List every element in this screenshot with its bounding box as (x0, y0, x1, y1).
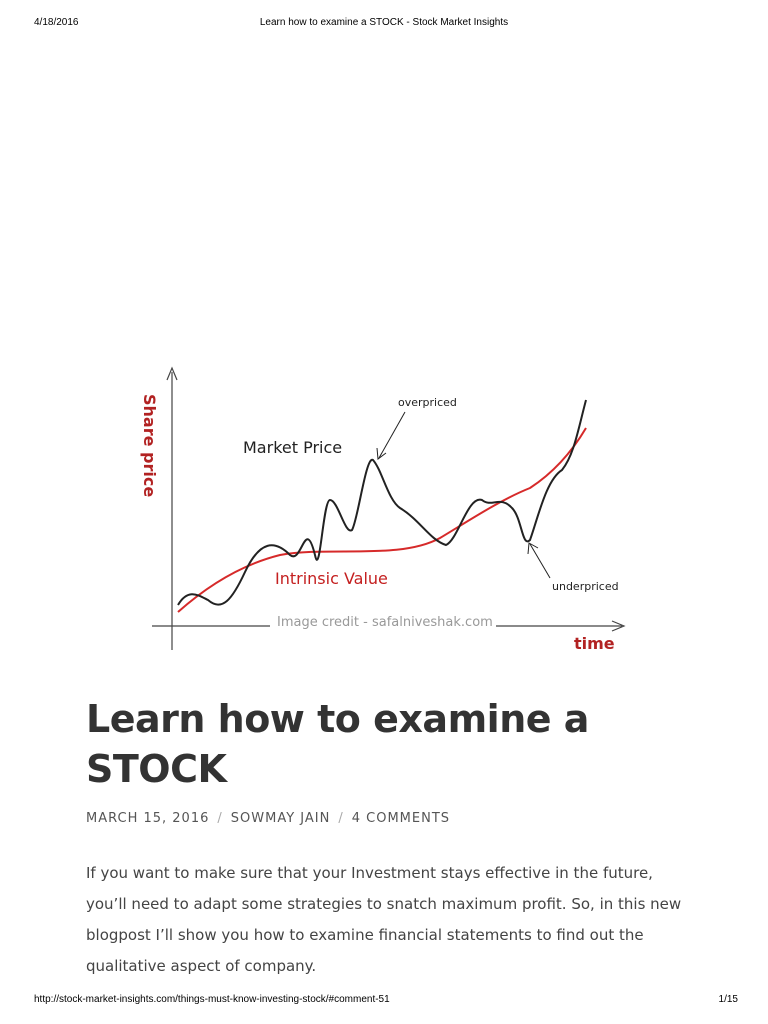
image-credit: Image credit - safalniveshak.com (277, 615, 493, 630)
featured-image (130, 360, 630, 660)
underpriced-label: underpriced (552, 580, 619, 593)
print-header (0, 17, 768, 33)
market-price-label: Market Price (243, 438, 343, 457)
post-title: Learn how to examine a STOCK (86, 697, 589, 791)
post-date-link[interactable]: MARCH 15, 2016 (86, 811, 210, 826)
post-author-link[interactable]: SOWMAY JAIN (230, 811, 331, 826)
print-url: http://stock-market-insights.com/things-must-know-investing-stock/#comment-51 (34, 994, 390, 1005)
overpriced-arrow (379, 412, 405, 458)
overpriced-label: overpriced (398, 396, 457, 409)
post-body: If you want to make sure that your Investment stays effective in the future, you’ll need to adapt some strategies to snatch maximum profit. So, in this new blogpost I’ll show you how to examine financial statements to find out the qualitative aspect of company. (86, 864, 682, 975)
stock-price-diagram (130, 360, 630, 660)
intrinsic-value-label: Intrinsic Value (275, 569, 388, 588)
print-page-title: Learn how to examine a STOCK - Stock Market Insights (259, 17, 509, 28)
meta-separator: / (217, 811, 223, 826)
post-meta (86, 811, 450, 826)
meta-separator: / (338, 811, 344, 826)
print-page-number: 1/15 (718, 994, 738, 1005)
underpriced-arrow (530, 544, 550, 578)
print-date: 4/18/2016 (34, 17, 79, 28)
print-footer (0, 994, 768, 1010)
y-axis-label: Share price (140, 394, 159, 498)
x-axis-label: time (574, 634, 615, 653)
post-comments-link[interactable]: 4 COMMENTS (351, 811, 451, 826)
